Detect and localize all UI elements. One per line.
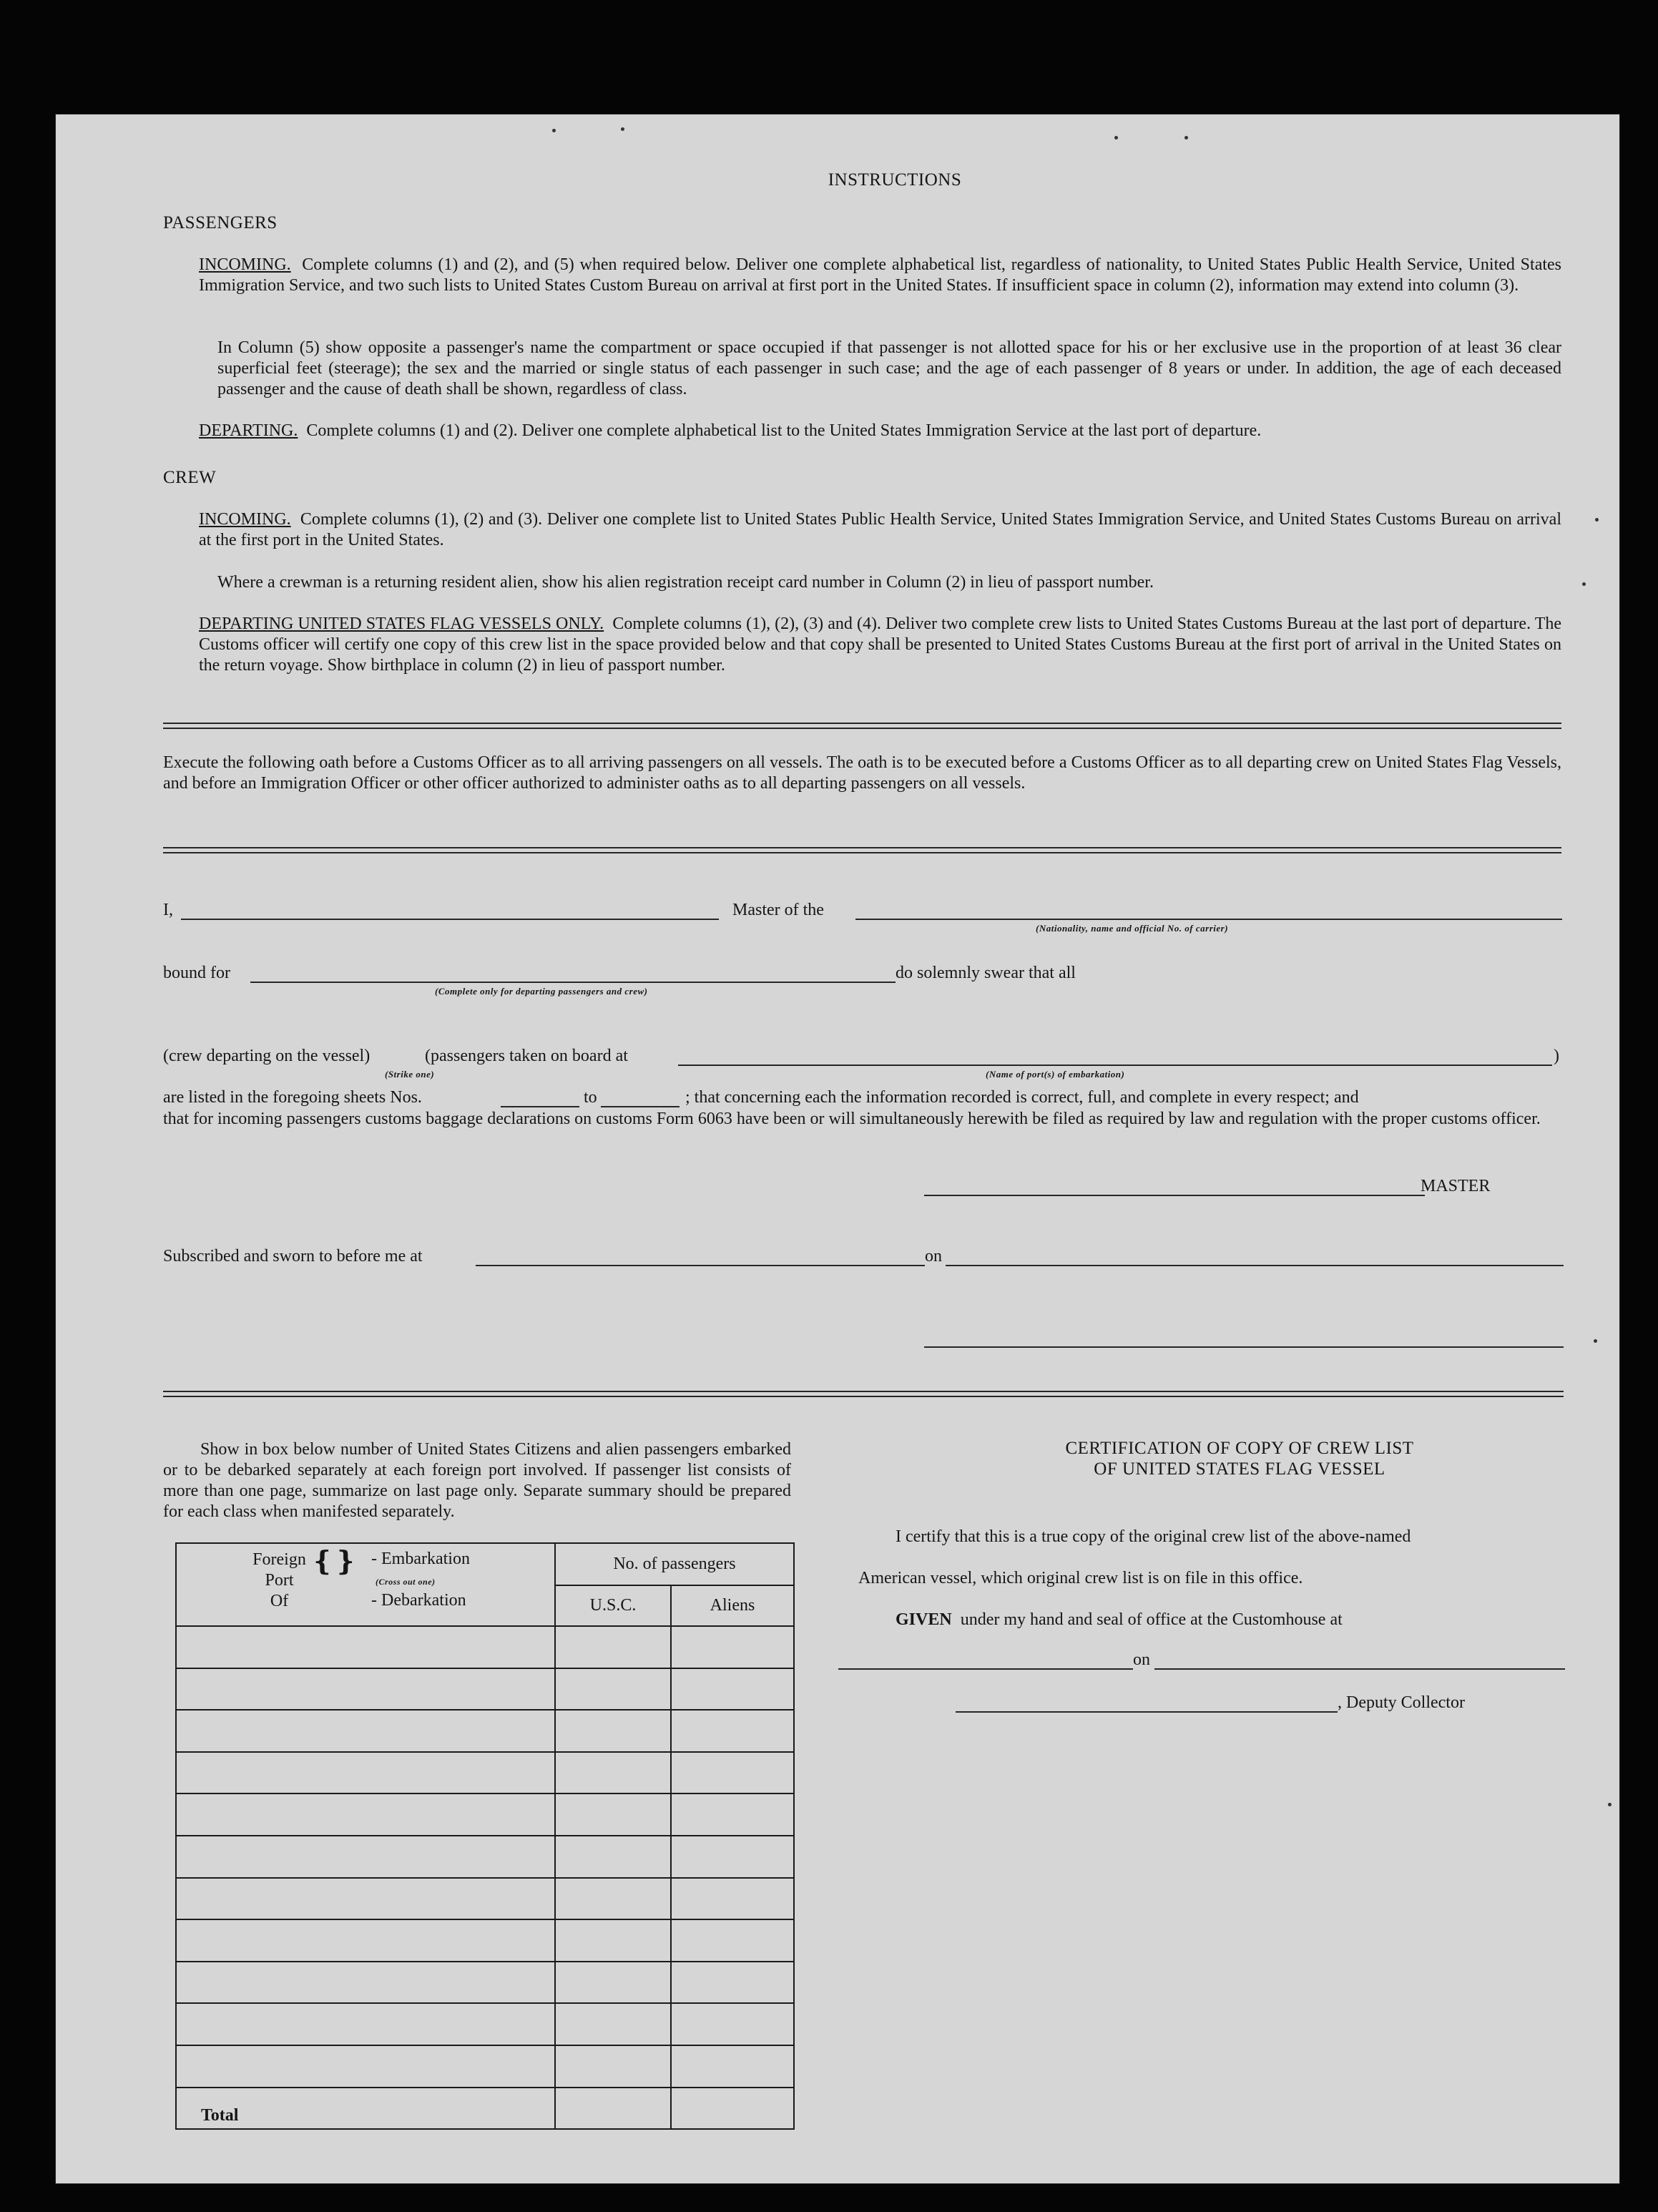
total-row xyxy=(176,2088,794,2129)
bound-for-label: bound for xyxy=(163,964,230,982)
certify-on-label: on xyxy=(1133,1650,1150,1669)
aliens-count-cell[interactable] xyxy=(671,1626,794,1668)
listed-text-1: are listed in the foregoing sheets Nos. xyxy=(163,1088,422,1107)
passenger-summary-table xyxy=(175,1542,795,2130)
oath-intro: Execute the following oath before a Customs Officer as to all arriving passengers on all vessels. The oath is to be executed before a Customs Officer as to all departing crew on United States Flag Vessels, and before an Immigration Officer or other officer authorized to administer oaths as to all departing passengers on all vessels. xyxy=(163,753,1561,793)
usc-count-cell[interactable] xyxy=(555,1836,671,1878)
crew-incoming-text: Complete columns (1), (2) and (3). Deliver one complete list to United States Public Health Service, United States Immigration Service, and United States Customs Bureau on arrival at the first port in the United States. xyxy=(199,510,1562,549)
total-aliens-cell[interactable] xyxy=(671,2088,794,2129)
passengers-incoming-paragraph xyxy=(199,255,1561,296)
port-cell[interactable] xyxy=(176,1752,555,1794)
crew-departing-option: (crew departing on the vessel) xyxy=(163,1047,371,1065)
port-cell[interactable] xyxy=(176,1919,555,1962)
departing-label: DEPARTING. xyxy=(199,421,298,440)
given-text: under my hand and seal of office at the Customhouse at xyxy=(960,1610,1343,1629)
scan-speck xyxy=(1595,518,1599,522)
bound-caption: (Complete only for departing passengers and crew) xyxy=(435,986,648,997)
port-cell[interactable] xyxy=(176,1710,555,1752)
aliens-count-cell[interactable] xyxy=(671,1710,794,1752)
crew-departing-label: DEPARTING UNITED STATES FLAG VESSELS ONLY. xyxy=(199,615,604,633)
given-label: GIVEN xyxy=(896,1610,952,1629)
incoming-label: INCOMING. xyxy=(199,255,291,274)
passengers-taken-option: (passengers taken on board at xyxy=(425,1047,628,1065)
scan-speck xyxy=(1114,136,1118,140)
column5-paragraph: In Column (5) show opposite a passenger's name the compartment or space occupied if that passenger is not allotted space for his or her exclusive use in the proportion of at least 36 clear superficial feet (steerage); the sex and the married or single status of each passenger in such case; and the age of each passenger of 8 years or under. In addition, the age of each deceased passenger and the cause of death shall be shown, regardless of class. xyxy=(217,338,1561,398)
passengers-departing-paragraph xyxy=(199,421,1561,441)
master-label: MASTER xyxy=(1421,1177,1491,1195)
deputy-signature-field[interactable] xyxy=(956,1711,1338,1713)
summary-row xyxy=(176,1962,794,2004)
total-usc-cell[interactable] xyxy=(555,2088,671,2129)
certify-text-2: American vessel, which original crew list is on file in this office. xyxy=(858,1569,1303,1587)
aliens-count-cell[interactable] xyxy=(671,1668,794,1711)
crew-incoming-label: INCOMING. xyxy=(199,510,291,529)
listed-text-2: ; that concerning each the information recorded is correct, full, and complete in every respect; and xyxy=(685,1088,1359,1107)
crew-heading: CREW xyxy=(163,468,217,487)
aliens-count-cell[interactable] xyxy=(671,2045,794,2088)
crew-incoming-paragraph xyxy=(199,509,1561,551)
port-header-cell xyxy=(176,1543,555,1626)
sheet-from-field[interactable] xyxy=(501,1106,579,1107)
summary-row xyxy=(176,1836,794,1878)
listed-to: to xyxy=(584,1088,597,1107)
usc-count-cell[interactable] xyxy=(555,1710,671,1752)
summary-row xyxy=(176,1710,794,1752)
summary-row xyxy=(176,2045,794,2088)
port-cell[interactable] xyxy=(176,1626,555,1668)
port-cell[interactable] xyxy=(176,2045,555,2088)
aliens-count-cell[interactable] xyxy=(671,1836,794,1878)
scan-speck xyxy=(1594,1339,1597,1343)
certify-date-field[interactable] xyxy=(1154,1668,1565,1670)
summary-row xyxy=(176,1793,794,1836)
of-label: Of xyxy=(270,1592,289,1610)
oath-i-label: I, xyxy=(163,901,173,919)
usc-count-cell[interactable] xyxy=(555,1919,671,1962)
usc-count-cell[interactable] xyxy=(555,2003,671,2045)
aliens-count-cell[interactable] xyxy=(671,1919,794,1962)
crewman-paragraph: Where a crewman is a returning resident alien, show his alien registration receipt card number in Column (2) in lieu of passport number. xyxy=(217,573,1154,592)
usc-count-cell[interactable] xyxy=(555,1962,671,2004)
divider-2 xyxy=(163,847,1561,853)
aliens-count-cell[interactable] xyxy=(671,1793,794,1836)
no-passengers-header: No. of passengers xyxy=(555,1543,794,1585)
passengers-heading: PASSENGERS xyxy=(163,213,278,233)
certification-title xyxy=(914,1438,1565,1479)
certify-text-1: I certify that this is a true copy of the original crew list of the above-named xyxy=(896,1527,1411,1546)
embarkation-label: - Embarkation xyxy=(371,1550,470,1568)
destination-field[interactable] xyxy=(250,982,896,983)
port-cell[interactable] xyxy=(176,2003,555,2045)
summary-row xyxy=(176,1626,794,1668)
carrier-field[interactable] xyxy=(855,919,1562,920)
port-cell[interactable] xyxy=(176,1878,555,1920)
port-label: Port xyxy=(265,1571,294,1590)
listed-text-3: that for incoming passengers customs baggage declarations on customs Form 6063 have been or will simultaneously herewith be filed as required by law and regulation with the proper customs officer. xyxy=(163,1110,1541,1128)
debarkation-label: - Debarkation xyxy=(371,1591,466,1610)
certification-title-line-1: CERTIFICATION OF COPY OF CREW LIST xyxy=(1065,1439,1414,1458)
subscribed-label: Subscribed and sworn to before me at xyxy=(163,1247,423,1266)
nationality-caption: (Nationality, name and official No. of carrier) xyxy=(1036,923,1229,934)
cross-out-label: (Cross out one) xyxy=(376,1577,436,1587)
divider-3 xyxy=(163,1391,1564,1397)
departing-text: Complete columns (1) and (2). Deliver one complete alphabetical list to the United States Immigration Service at the last port of departure. xyxy=(306,421,1262,440)
master-name-field[interactable] xyxy=(181,919,719,920)
summary-row xyxy=(176,1668,794,1711)
sworn-on-label: on xyxy=(925,1247,942,1266)
certification-title-line-2: OF UNITED STATES FLAG VESSEL xyxy=(1094,1459,1385,1479)
embarkation-ports-field[interactable] xyxy=(678,1065,1552,1066)
crew-departing-text: Complete columns (1), (2), (3) and (4). Deliver two complete crew lists to United States Customs Bureau at the last port of departure. The Customs officer will certify one copy of this crew list in the space provided below and that copy shall be presented to United States Customs Bureau at the first port of arrival in the United States on the return voyage. Show birthplace in column (2) in lieu of passport number. xyxy=(199,615,1562,675)
port-cell[interactable] xyxy=(176,1836,555,1878)
ports-caption: (Name of port(s) of embarkation) xyxy=(986,1069,1125,1080)
scan-speck xyxy=(621,127,624,131)
instructions-title: INSTRUCTIONS xyxy=(828,170,962,190)
incoming-text: Complete columns (1) and (2), and (5) when required below. Deliver one complete alphabetical list, regardless of nationality, to United States Public Health Service, United States Immigration Service, and two such lists to United States Custom Bureau on arrival at first port in the United States. If insufficient space in column (2), information may extend into column (3). xyxy=(199,255,1562,295)
officer-signature-field[interactable] xyxy=(924,1346,1564,1348)
scan-speck xyxy=(1184,136,1188,140)
aliens-count-cell[interactable] xyxy=(671,1752,794,1794)
summary-row xyxy=(176,2003,794,2045)
port-cell[interactable] xyxy=(176,1962,555,2004)
usc-count-cell[interactable] xyxy=(555,1793,671,1836)
customhouse-place-field[interactable] xyxy=(838,1668,1133,1670)
usc-count-cell[interactable] xyxy=(555,2045,671,2088)
strike-one-caption: (Strike one) xyxy=(385,1069,435,1080)
aliens-count-cell[interactable] xyxy=(671,1878,794,1920)
sworn-place-field[interactable] xyxy=(476,1265,925,1266)
usc-header: U.S.C. xyxy=(555,1585,671,1626)
scan-speck xyxy=(1582,582,1586,586)
usc-count-cell[interactable] xyxy=(555,1878,671,1920)
sheet-to-field[interactable] xyxy=(601,1106,680,1107)
master-signature-field[interactable] xyxy=(924,1195,1425,1196)
sworn-date-field[interactable] xyxy=(946,1265,1564,1266)
divider-1 xyxy=(163,723,1561,729)
scan-speck xyxy=(1608,1803,1612,1806)
brace-glyph: ❴❵ xyxy=(311,1547,357,1577)
usc-count-cell[interactable] xyxy=(555,1668,671,1711)
usc-count-cell[interactable] xyxy=(555,1626,671,1668)
scan-speck xyxy=(552,129,556,132)
summary-row xyxy=(176,1878,794,1920)
summary-row xyxy=(176,1919,794,1962)
total-label: Total xyxy=(176,2088,555,2129)
aliens-count-cell[interactable] xyxy=(671,1962,794,2004)
summary-row xyxy=(176,1752,794,1794)
master-of-the-label: Master of the xyxy=(732,901,824,919)
swear-text: do solemnly swear that all xyxy=(896,964,1076,982)
deputy-collector-label: , Deputy Collector xyxy=(1338,1693,1465,1712)
form-page xyxy=(56,114,1619,2183)
aliens-header: Aliens xyxy=(671,1585,794,1626)
close-paren: ) xyxy=(1554,1047,1559,1065)
given-paragraph xyxy=(896,1610,1343,1630)
summary-instructions: Show in box below number of United States Citizens and alien passengers embarked or to be debarked separately at each foreign port involved. If passenger list consists of more than one page, summarize on last page only. Separate summary should be prepared for each class when manifested separately. xyxy=(163,1440,791,1521)
foreign-label: Foreign xyxy=(252,1550,306,1569)
usc-count-cell[interactable] xyxy=(555,1752,671,1794)
port-cell[interactable] xyxy=(176,1668,555,1711)
port-cell[interactable] xyxy=(176,1793,555,1836)
aliens-count-cell[interactable] xyxy=(671,2003,794,2045)
crew-departing-paragraph xyxy=(199,614,1561,676)
